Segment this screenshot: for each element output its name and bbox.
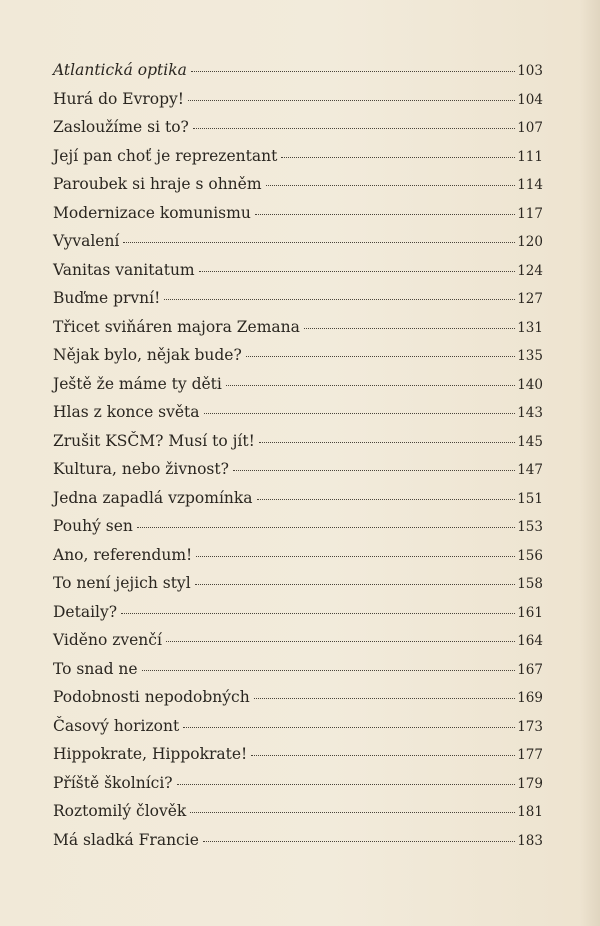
toc-entry-title: To není jejich styl [53,574,191,592]
toc-dot-leader [190,811,515,813]
toc-entry [53,256,543,285]
toc-entry [53,113,543,142]
toc-entry-page-number: 158 [517,576,543,592]
toc-dot-leader [183,726,515,728]
toc-entry [53,398,543,427]
toc-entry [53,484,543,513]
toc-dot-leader [226,384,515,386]
toc-entry [53,227,543,256]
toc-dot-leader [191,70,515,72]
toc-entry-title: Ano, referendum! [53,545,193,564]
toc-dot-leader [204,412,516,414]
toc-entry-page-number: 117 [517,205,543,222]
toc-entry-page-number: 183 [517,832,543,849]
toc-entry-title: Příště školníci? [53,773,173,792]
toc-entry-title: Kultura, nebo živnost? [53,460,229,478]
toc-entry-title: Podobnosti nepodobných [53,688,250,706]
toc-entry-title: Hurá do Evropy! [53,89,184,108]
toc-entry-page-number: 124 [517,262,543,279]
toc-dot-leader [203,840,515,842]
toc-entry-page-number: 143 [517,405,543,421]
toc-entry [53,370,543,399]
toc-dot-leader [255,213,515,215]
toc-entry-page-number: 181 [517,804,543,820]
toc-entry-page-number: 104 [517,91,543,108]
toc-entry-title: To snad ne [53,659,138,678]
toc-entry-title: Nějak bylo, nějak bude? [53,346,242,364]
toc-entry-title: Viděno zvenčí [53,631,162,649]
toc-entry-page-number: 179 [517,775,543,792]
toc-entry-page-number: 147 [517,462,543,478]
toc-entry [53,455,543,484]
toc-entry-page-number: 131 [517,319,543,336]
toc-dot-leader [123,241,515,243]
toc-entry [53,199,543,228]
toc-entry-title: Hlas z konce světa [53,403,200,421]
toc-entry [53,341,543,370]
toc-entry-page-number: 103 [517,63,543,79]
toc-entry-title: Vyvalení [53,232,120,250]
toc-entry-page-number: 140 [517,376,543,393]
toc-dot-leader [193,127,515,129]
toc-entry-title: Roztomilý člověk [53,802,187,820]
toc-entry-page-number: 151 [517,490,543,507]
toc-dot-leader [304,327,515,329]
toc-entry-title: Modernizace komunismu [53,203,251,222]
toc-entry-title: Buďme první! [53,289,161,307]
toc-entry [53,56,543,85]
toc-entry [53,769,543,798]
toc-entry-page-number: 111 [517,148,543,165]
toc-dot-leader [257,498,516,500]
toc-entry [53,512,543,541]
toc-entry-title: Má sladká Francie [53,830,199,849]
toc-dot-leader [281,156,515,158]
toc-entry [53,826,543,855]
toc-entry-page-number: 107 [517,120,543,136]
toc-entry-title: Zrušit KSČM? Musí to jít! [53,431,255,450]
toc-entry-page-number: 153 [517,519,543,535]
toc-entry-title: Zasloužíme si to? [53,118,189,136]
toc-entry [53,740,543,769]
toc-entry-title: Jedna zapadlá vzpomínka [53,488,253,507]
toc-entry-page-number: 135 [517,348,543,364]
toc-entry-title: Její pan choť je reprezentant [53,146,278,165]
toc-entry-title: Atlantická optika [53,61,187,79]
toc-entry [53,85,543,114]
toc-entry [53,284,543,313]
toc-entry [53,797,543,826]
toc-entry-page-number: 164 [517,633,543,649]
toc-entry-title: Ještě že máme ty děti [53,374,222,393]
toc-entry [53,541,543,570]
toc-entry-page-number: 177 [517,747,543,763]
toc-dot-leader [246,355,515,357]
toc-entry-title: Paroubek si hraje s ohněm [53,175,262,193]
toc-entry [53,142,543,171]
toc-entry [53,683,543,712]
toc-entry [53,655,543,684]
toc-entry-page-number: 114 [517,177,543,193]
toc-dot-leader [199,270,516,272]
toc-entry-page-number: 156 [517,547,543,564]
toc-entry-title: Pouhý sen [53,517,133,535]
toc-entry-page-number: 167 [517,661,543,678]
toc-entry [53,598,543,627]
toc-dot-leader [266,184,516,186]
toc-dot-leader [251,754,515,756]
toc-entry-page-number: 145 [517,433,543,450]
toc-dot-leader [164,298,515,300]
toc-dot-leader [195,583,516,585]
page-edge-shadow [580,0,600,926]
toc-dot-leader [142,669,516,671]
toc-entry-title: Hippokrate, Hippokrate! [53,745,248,763]
toc-dot-leader [177,783,516,785]
toc-entry [53,569,543,598]
toc-entry-page-number: 120 [517,234,543,250]
toc-entry-title: Vanitas vanitatum [53,260,195,279]
toc-dot-leader [254,697,516,699]
toc-entry [53,712,543,741]
toc-entry-page-number: 127 [517,291,543,307]
toc-dot-leader [259,441,515,443]
toc-entry [53,427,543,456]
toc-dot-leader [137,526,515,528]
toc-entry-page-number: 173 [517,718,543,735]
toc-entry-title: Třicet sviňáren majora Zemana [53,317,300,336]
toc-dot-leader [233,469,515,471]
toc-entry [53,626,543,655]
table-of-contents [53,56,543,854]
toc-dot-leader [196,555,515,557]
toc-entry-page-number: 161 [517,604,543,621]
toc-dot-leader [166,640,515,642]
toc-entry-page-number: 169 [517,690,543,706]
toc-dot-leader [188,99,515,101]
toc-entry [53,170,543,199]
toc-entry [53,313,543,342]
toc-dot-leader [121,612,515,614]
toc-entry-title: Časový horizont [53,716,180,735]
toc-entry-title: Detaily? [53,602,118,621]
